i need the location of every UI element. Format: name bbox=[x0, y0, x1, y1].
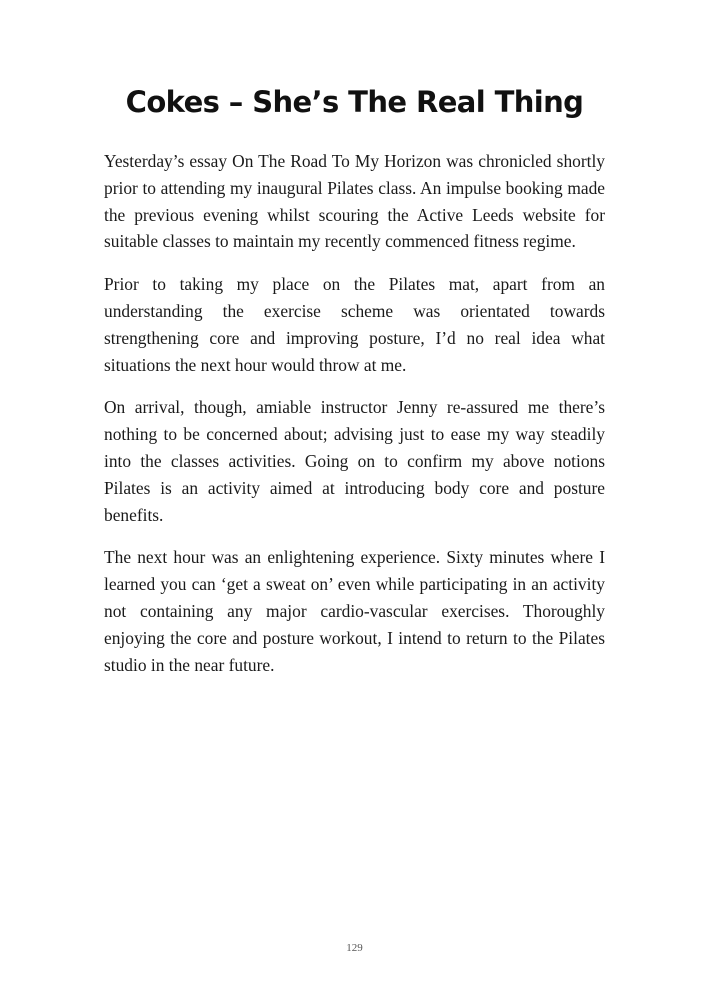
paragraph-2: Prior to taking my place on the Pilates mat, apart from an understanding the exercise scheme was orientated towards strengthening core and improving posture, I’d no real idea what situations the next hour would throw at me. bbox=[104, 274, 605, 375]
page-title: Cokes – She’s The Real Thing bbox=[125, 85, 584, 119]
page-number: 129 bbox=[346, 942, 363, 954]
paragraph-4: The next hour was an enlightening experience. Sixty minutes where I learned you can ‘get a sweat on’ even while participating in an activity not containing any major cardio-vascular exercises. Thoroughly enjoying the core and posture workout, I intend to return to the Pilates studio in the near future. bbox=[104, 547, 605, 675]
paragraph-3: On arrival, though, amiable instructor Jenny re-assured me there’s nothing to be concerned about; advising just to ease my way steadily into the classes activities. Going on to confirm my above notions Pilates is an activity aimed at introducing body core and posture benefits. bbox=[104, 397, 605, 525]
paragraph-1: Yesterday’s essay On The Road To My Horizon was chronicled shortly prior to attending my inaugural Pilates class. An impulse booking made the previous evening whilst scouring the Active Leeds website for suitable classes to maintain my recently commenced fitness regime. bbox=[104, 151, 605, 252]
body-text bbox=[104, 148, 605, 694]
